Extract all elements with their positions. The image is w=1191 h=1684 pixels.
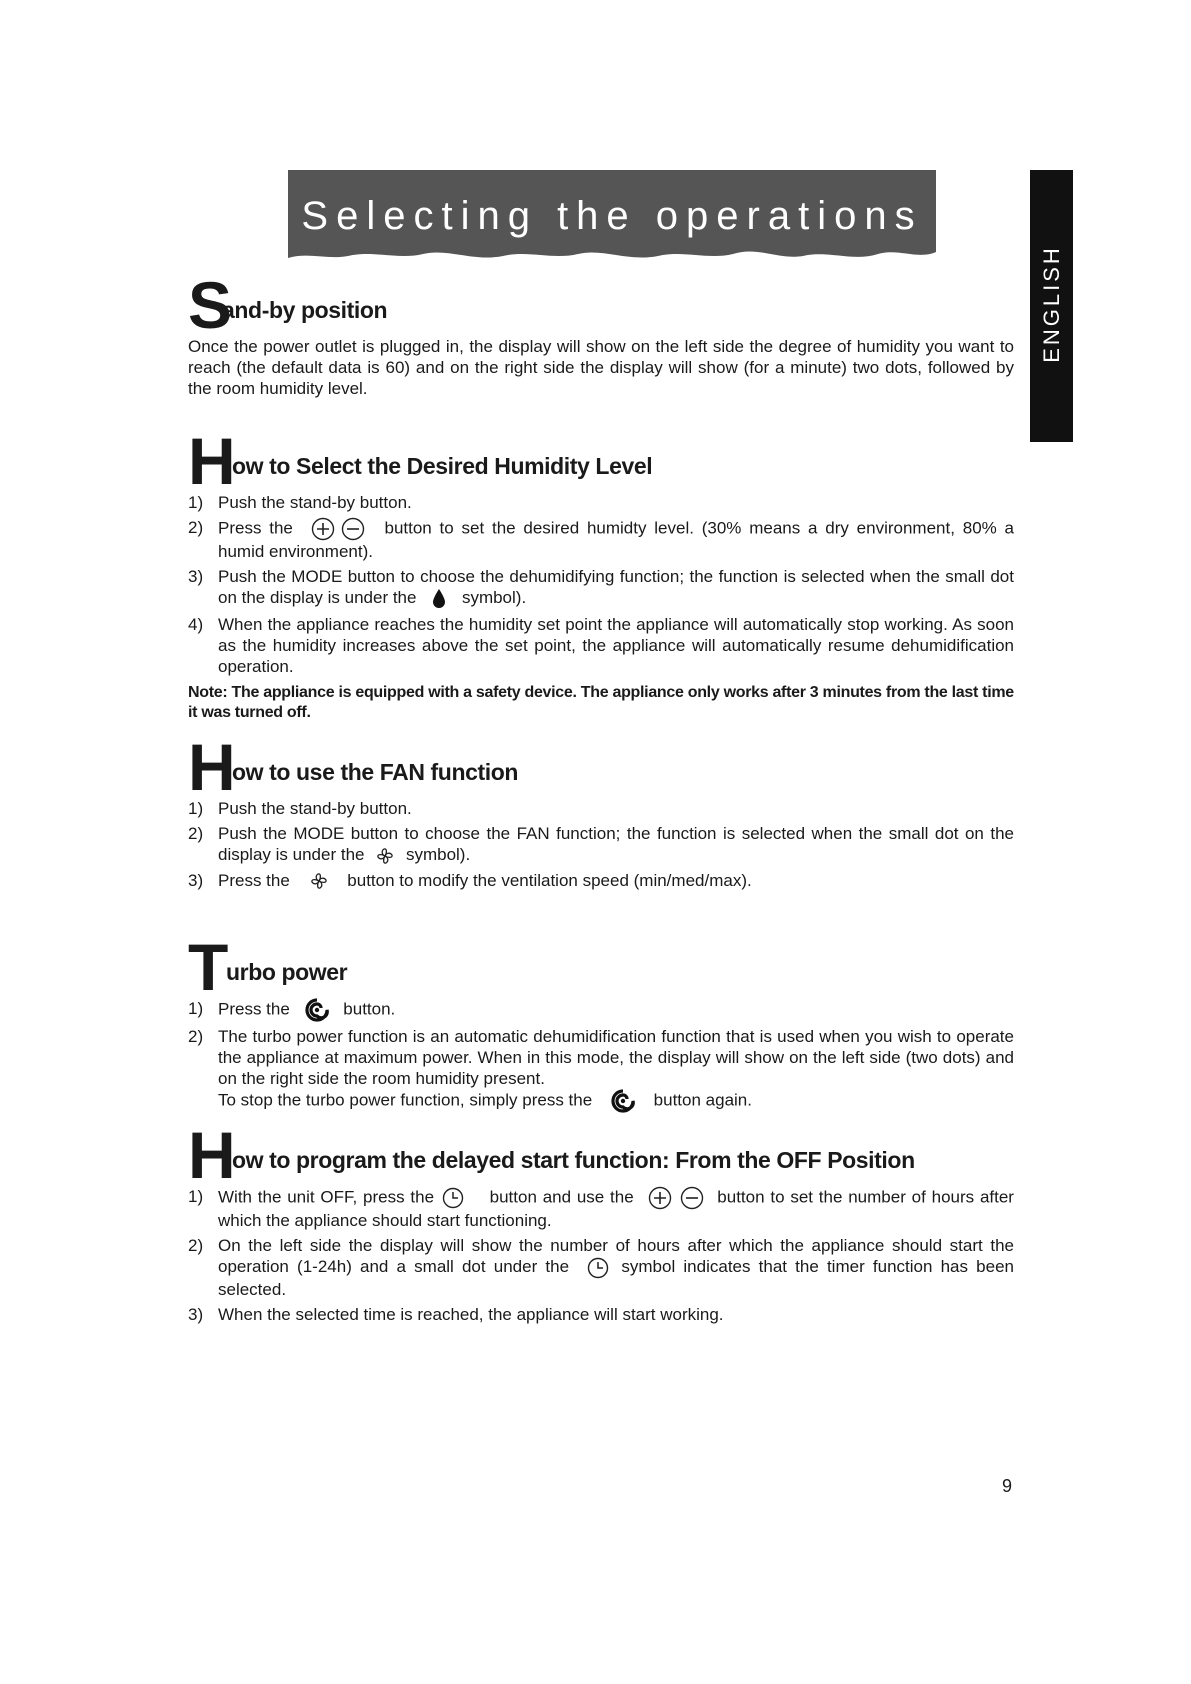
page-number: 9: [1002, 1476, 1013, 1496]
fan-heading-text: ow to use the FAN function: [232, 759, 519, 785]
page-title: Selecting the operations: [301, 194, 923, 238]
fan-heading: [188, 728, 1014, 804]
turbo-heading-text: urbo power: [226, 959, 348, 985]
fan-icon: [375, 846, 395, 866]
delayed-heading: [188, 1116, 1014, 1192]
humidity-heading: [188, 422, 1014, 498]
fan-steps: [188, 798, 1014, 891]
humidity-heading-text: ow to Select the Desired Humidity Level: [232, 453, 653, 479]
list-item: 1) Push the stand-by button.: [188, 799, 412, 818]
safety-note: Note: The appliance is equipped with a safety device. The appliance only works after 3 minutes from the last time it was turned off.: [188, 683, 1014, 721]
standby-heading-text: and-by position: [222, 297, 388, 323]
clock-icon: [587, 1257, 609, 1279]
turbo-swirl-icon: [305, 998, 329, 1022]
list-item: 1) Push the stand-by button.: [188, 493, 412, 512]
list-item: 2) Press the button to set the desired humidty level. (30% means a dry environment, 80% a humid environment).: [188, 518, 1015, 561]
plus-circle-icon: [311, 517, 335, 541]
standby-dropcap: S: [188, 268, 230, 342]
list-item: 2) The turbo power function is an automatic dehumidification function that is used when you wish to operate the appliance at maximum power. When in this mode, the display will show on the left side (two dots) and on the right side the room humidity present. To stop the turbo power function, simply press the button again.: [188, 1026, 1014, 1113]
minus-circle-icon: [680, 1186, 704, 1210]
turbo-swirl-icon: [611, 1089, 635, 1113]
list-item: 1) Press the button.: [188, 998, 1014, 1022]
delayed-steps: [188, 1186, 1014, 1325]
list-item: 2) On the left side the display will show the number of hours after which the appliance should start the operation (1-24h) and a small dot under the symbol indicates that the timer function has been selected.: [188, 1236, 1014, 1299]
water-drop-icon: [431, 588, 447, 610]
delayed-heading-text: ow to program the delayed start function: From the OFF Position: [232, 1147, 915, 1173]
list-item: 3) When the selected time is reached, the appliance will start working.: [188, 1304, 724, 1324]
delayed-dropcap: H: [188, 1118, 233, 1192]
section-standby: [188, 266, 1014, 399]
language-label: ENGLISH: [1038, 245, 1064, 363]
list-item: 2) Push the MODE button to choose the FAN function; the function is selected when the small dot on the display is under the symbol).: [188, 824, 1014, 864]
section-delayed: [188, 1116, 1014, 1329]
humidity-steps: [188, 492, 1014, 677]
minus-circle-icon: [341, 517, 365, 541]
plus-circle-icon: [648, 1186, 672, 1210]
fan-icon: [309, 871, 329, 891]
standby-heading: [188, 266, 1014, 342]
fan-dropcap: H: [188, 730, 233, 804]
turbo-dropcap: T: [188, 930, 226, 1004]
list-item: 3) Push the MODE button to choose the dehumidifying function; the function is selected when the small dot on the display is under the symbol).: [188, 566, 1014, 610]
clock-icon: [442, 1187, 464, 1209]
standby-body: Once the power outlet is plugged in, the display will show on the left side the degree of humidity you want to reach (the default data is 60) and on the right side the display will show (for a minute) two dots, followed by the room humidity level.: [188, 337, 1014, 398]
section-fan: [188, 728, 1014, 895]
humidity-dropcap: H: [188, 424, 233, 498]
list-item: 3) Press the button to modify the ventilation speed (min/med/max).: [188, 870, 752, 890]
section-turbo: [188, 928, 1014, 1117]
list-item: 4) When the appliance reaches the humidity set point the appliance will automatically stop working. As soon as the humidity increases above the set point, the appliance will automatically resume dehumidification operation.: [188, 614, 1014, 676]
list-item: 1) With the unit OFF, press the button and use the button to set the number of hours after which the appliance should start functioning.: [188, 1187, 1014, 1230]
section-humidity: [188, 422, 1014, 723]
header-banner: [288, 170, 936, 262]
turbo-steps: [188, 998, 1014, 1113]
turbo-heading: [188, 928, 1014, 1004]
language-tab: [1030, 170, 1073, 442]
